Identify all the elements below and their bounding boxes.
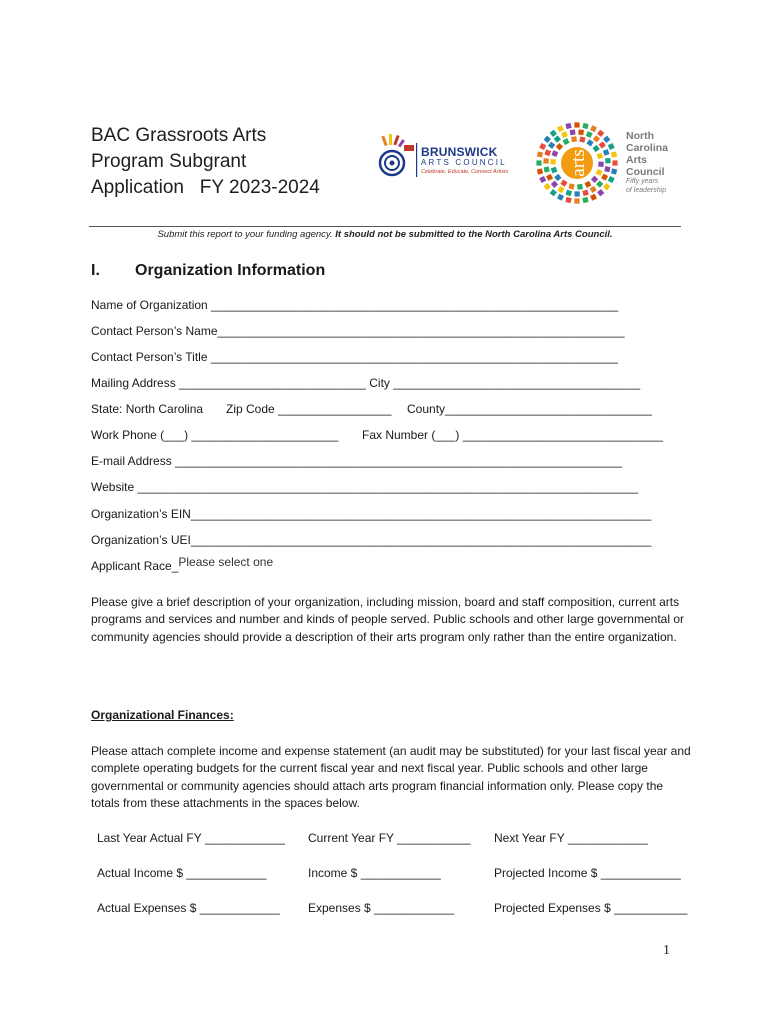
description-paragraph: Please give a brief description of your organization, including mission, board and staff composition, current arts programs and services and number and kinds of people served. Public schools and other large governmental or community agencies should provide a description of their arts program only rather than the entire organization. xyxy=(91,595,685,644)
bac-tagline: Celebrate, Educate, Connect Artists xyxy=(421,169,509,175)
nc-line-2: Carolina xyxy=(626,142,669,154)
title-line-1: BAC Grassroots Arts xyxy=(91,125,267,146)
contact-name-field[interactable]: Contact Person’s Name_____________________________________________________________ xyxy=(91,324,625,338)
projected-expenses-field[interactable]: Projected Expenses $ ___________ xyxy=(494,901,688,915)
mailing-address-field[interactable]: Mailing Address ____________________________ City _____________________________________ xyxy=(91,376,641,390)
actual-income-field[interactable]: Actual Income $ ____________ xyxy=(97,866,267,880)
title-line-3: Application FY 2023-2024 xyxy=(91,177,320,198)
next-year-fy-field[interactable]: Next Year FY ____________ xyxy=(494,831,648,845)
last-year-fy-field[interactable]: Last Year Actual FY ____________ xyxy=(97,831,285,845)
email-field[interactable]: E-mail Address ___________________________________________________________________ xyxy=(91,454,623,468)
website-field[interactable]: Website ___________________________________________________________________________ xyxy=(91,480,639,494)
finances-paragraph: Please attach complete income and expense statement (an audit may be substituted) for your last fiscal year and complete operating budgets for the current fiscal year and next fiscal year. Public schools and other large governmental or community agencies should attach arts program financial information only. Please copy the totals from these attachments in the spaces below. xyxy=(91,744,691,810)
nc-line-3: Arts xyxy=(626,154,648,166)
zip-field[interactable]: Zip Code _________________ xyxy=(226,402,392,416)
title-line-2: Program Subgrant xyxy=(91,151,247,172)
applicant-race-label: Applicant Race_ xyxy=(91,559,179,573)
uei-field[interactable]: Organization’s UEI_____________________________________________________________________ xyxy=(91,533,652,547)
bac-subtitle: ARTS COUNCIL xyxy=(421,158,507,167)
applicant-race-select[interactable]: Please select one xyxy=(178,555,274,569)
nc-arts-seal-icon xyxy=(534,120,620,206)
nc-tag-line-1: Fifty years xyxy=(626,178,659,185)
nc-seal-text: arts xyxy=(568,149,589,177)
fax-field[interactable]: Fax Number (___) ______________________________ xyxy=(362,428,663,442)
notice-bold: It should not be submitted to the North Carolina Arts Council. xyxy=(335,229,613,240)
current-year-fy-field[interactable]: Current Year FY ___________ xyxy=(308,831,471,845)
income-field[interactable]: Income $ ____________ xyxy=(308,866,441,880)
ein-field[interactable]: Organization’s EIN_____________________________________________________________________ xyxy=(91,507,652,521)
notice-italic: Submit this report to your funding agency. xyxy=(157,229,336,240)
expenses-field[interactable]: Expenses $ ____________ xyxy=(308,901,455,915)
projected-income-field[interactable]: Projected Income $ ____________ xyxy=(494,866,681,880)
submission-notice xyxy=(0,229,770,240)
page-number: 1 xyxy=(663,943,670,958)
work-phone-field[interactable]: Work Phone (___) ______________________ xyxy=(91,428,339,442)
nc-line-1: North xyxy=(626,130,654,142)
actual-expenses-field[interactable]: Actual Expenses $ ____________ xyxy=(97,901,280,915)
county-field[interactable]: County_______________________________ xyxy=(407,402,652,416)
finances-heading: Organizational Finances: xyxy=(91,708,234,722)
nc-tag-line-2: of leadership xyxy=(626,186,667,194)
state-label: State: North Carolina xyxy=(91,402,204,416)
nc-line-4: Council xyxy=(626,166,665,178)
section-number: I. xyxy=(91,262,100,279)
header-divider xyxy=(89,226,681,227)
applicant-race-row xyxy=(91,555,274,573)
contact-title-field[interactable]: Contact Person’s Title _____________________________________________________________ xyxy=(91,350,618,364)
nc-tagline xyxy=(626,178,666,195)
bac-name: BRUNSWICK xyxy=(421,145,498,159)
section-title: Organization Information xyxy=(135,262,326,279)
org-name-field[interactable]: Name of Organization _____________________________________________________________ xyxy=(91,298,619,312)
